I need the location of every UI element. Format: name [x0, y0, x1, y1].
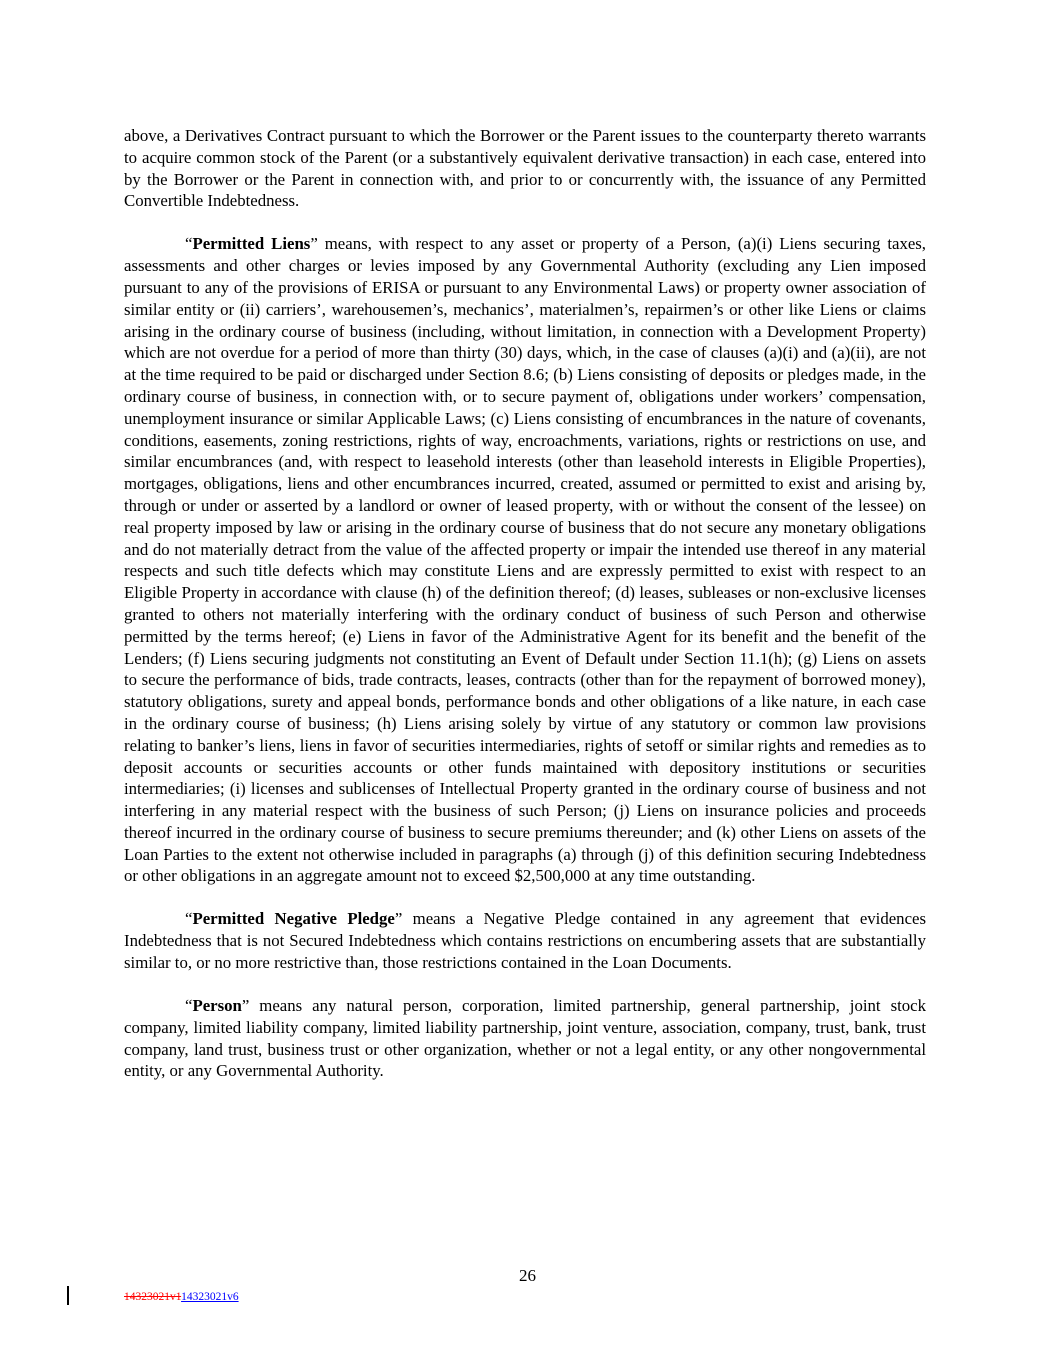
page-number: 26 — [519, 1266, 536, 1285]
document-id — [124, 1290, 239, 1304]
doc-id-deleted: 14323021v1 — [124, 1291, 182, 1303]
definition-text: ” means a Negative Pledge contained in any agreement that evidences Indebtedness that is not Secured Indebtedness which contains restrictions on encumbering assets that are substantially similar to, or no more restrictive than, those restrictions contained in the Loan Documents. — [124, 909, 926, 973]
defined-term: Permitted Negative Pledge — [192, 909, 395, 929]
definition-text: ” means any natural person, corporation, limited partnership, general partnership, joint stock company, limited liability company, limited liability partnership, joint venture, association, company, trust, bank, trust company, land trust, business trust or other organization, whether or not a legal entity, or any other nongovernmental entity, or any Governmental Authority. — [124, 996, 926, 1081]
definition-paragraph: “Permitted Liens” means, with respect to any asset or property of a Person, (a)(i) Liens securing taxes, assessments and other charges or levies imposed by any Governmental Authority (excluding any Lien imposed pursuant to any of the provisions of ERISA or pursuant to any Environmental Laws) or property owner association of similar entity or (ii) carriers’, warehousemen’s, mechanics’, materialmen’s, repairmen’s or other like Liens or claims arising in the ordinary course of business (including, without limitation, in connection with a Development Property) which are not overdue for a period of more than thirty (30) days, which, in the case of clauses (a)(i) and (a)(ii), are not at the time required to be paid or discharged under Section 8.6; (b) Liens consisting of deposits or pledges made, in the ordinary course of business, in connection with, or to secure payment of, obligations under workers’ compensation, unemployment insurance or similar Applicable Laws; (c) Liens consisting of encumbrances in the nature of covenants, conditions, easements, zoning restrictions, rights of way, encroachments, variations, rights or restrictions on use, and similar encumbrances (and, with respect to leasehold interests (other than leasehold interests in Eligible Properties), mortgages, obligations, liens and other encumbrances incurred, created, assumed or permitted to exist and arising by, through or under or asserted by a landlord or owner of leased property, with or without the consent of the lessee) on real property imposed by law or arising in the ordinary course of business that do not secure any monetary obligations and do not materially detract from the value of the affected property or impair the intended use thereof in any material respects and such title defects which may constitute Liens and are expressly permitted to exist with respect to an Eligible Property in accordance with clause (h) of the definition thereof; (d) leases, subleases or non-exclusive licenses granted to others not materially interfering with the ordinary conduct of business of such Person and otherwise permitted by the terms hereof; (e) Liens in favor of the Administrative Agent for its benefit and the benefit of the Lenders; (f) Liens securing judgments not constituting an Event of Default under Section 11.1(h); (g) Liens on assets to secure the performance of bids, trade contracts, leases, contracts (other than for the repayment of borrowed money), statutory obligations, surety and appeal bonds, performance bonds and other obligations of a like nature, in each case in the ordinary course of business; (h) Liens arising solely by virtue of any statutory or common law provisions relating to banker’s liens, liens in favor of securities intermediaries, rights of setoff or similar rights and remedies as to deposit accounts or securities accounts or other funds maintained with depository institutions or securities intermediaries; (i) licenses and sublicenses of Intellectual Property granted in the ordinary course of business and not interfering in any material respect with the business of such Person; (j) Liens on insurance policies and proceeds thereof incurred in the ordinary course of business to secure premiums thereunder; and (k) other Liens on assets of the Loan Parties to the extent not otherwise included in paragraphs (a) through (j) of this definition securing Indebtedness or other obligations in an aggregate amount not to exceed $2,500,000 at any time outstanding. — [124, 234, 927, 886]
definition-paragraph: “Person” means any natural person, corporation, limited partnership, general partnership, joint stock company, limited liability company, limited liability partnership, joint venture, association, company, trust, bank, trust company, land trust, business trust or other organization, whether or not a legal entity, or any other nongovernmental entity, or any Governmental Authority. — [124, 996, 926, 1081]
doc-id-inserted: 14323021v6 — [181, 1291, 239, 1303]
definition-paragraph: “Permitted Negative Pledge” means a Negative Pledge contained in any agreement that evidences Indebtedness that is not Secured Indebtedness which contains restrictions on encumbering assets that are substantially similar to, or no more restrictive than, those restrictions contained in the Loan Documents. — [124, 909, 926, 973]
defined-term: Permitted Liens — [192, 234, 311, 254]
continued-paragraph: above, a Derivatives Contract pursuant to which the Borrower or the Parent issues to the counterparty thereto warrants to acquire common stock of the Parent (or a substantively equivalent derivative transaction) in each case, entered into by the Borrower or the Parent in connection with, and prior to or concurrently with, the issuance of any Permitted Convertible Indebtedness. — [124, 126, 926, 211]
revision-change-bar — [67, 1286, 69, 1305]
document-body — [124, 125, 926, 1082]
definition-text: ” means, with respect to any asset or property of a Person, (a)(i) Liens securing taxes, assessments and other charges or levies imposed by any Governmental Authority (excluding any Lien imposed pursuant to any of the provisions of ERISA or pursuant to any Environmental Laws) or property owner association of similar entity or (ii) carriers’, warehousemen’s, mechanics’, materialmen’s, repairmen’s or other like Liens or claims arising in the ordinary course of business (including, without limitation, in connection with a Development Property) which are not overdue for a period of more than thirty (30) days, which, in the case of clauses (a)(i) and (a)(ii), are not at the time required to be paid or discharged under Section 8.6; (b) Liens consisting of deposits or pledges made, in the ordinary course of business, in connection with, or to secure payment of, obligations under workers’ compensation, unemployment insurance or similar Applicable Laws; (c) Liens consisting of encumbrances in the nature of covenants, conditions, easements, zoning restrictions, rights of way, encroachments, variations, rights or restrictions on use, and similar encumbrances (and, with respect to leasehold interests (other than leasehold interests in Eligible Properties), mortgages, obligations, liens and other encumbrances incurred, created, assumed or permitted to exist and arising by, through or under or asserted by a landlord or owner of leased property, with or without the consent of the lessee) on real property imposed by law or arising in the ordinary course of business that do not secure any monetary obligations and do not materially detract from the value of the affected property or impair the intended use thereof in any material respects and such title defects which may constitute Liens and are expressly permitted to exist with respect to an Eligible Property in accordance with clause (h) of the definition thereof; (d) leases, subleases or non-exclusive licenses granted to others not materially interfering with the ordinary conduct of business of such Person and otherwise permitted by the terms hereof; (e) Liens in favor of the Administrative Agent for its benefit and the benefit of the Lenders; (f) Liens securing judgments not constituting an Event of Default under Section 11.1(h); (g) Liens on assets to secure the performance of bids, trade contracts, leases, contracts (other than for the repayment of borrowed money), statutory obligations, surety and appeal bonds, performance bonds and other obligations of a like nature, in each case in the ordinary course of business; (h) Liens arising solely by virtue of any statutory or common law provisions relating to banker’s liens, liens in favor of securities intermediaries, rights of setoff or similar rights and remedies as to deposit accounts or securities accounts or other funds maintained with depository institutions or securities intermediaries; (i) licenses and sublicenses of Intellectual Property granted in the ordinary course of business and not interfering in any material respect with the business of such Person; (j) Liens on insurance policies and proceeds thereof incurred in the ordinary course of business to secure premiums thereunder; and (k) other Liens on assets of the Loan Parties to the extent not otherwise included in paragraphs (a) through (j) of this definition securing Indebtedness or other obligations in an aggregate amount not to exceed $2,500,000 at any time outstanding. — [124, 234, 927, 886]
defined-term: Person — [192, 996, 242, 1016]
